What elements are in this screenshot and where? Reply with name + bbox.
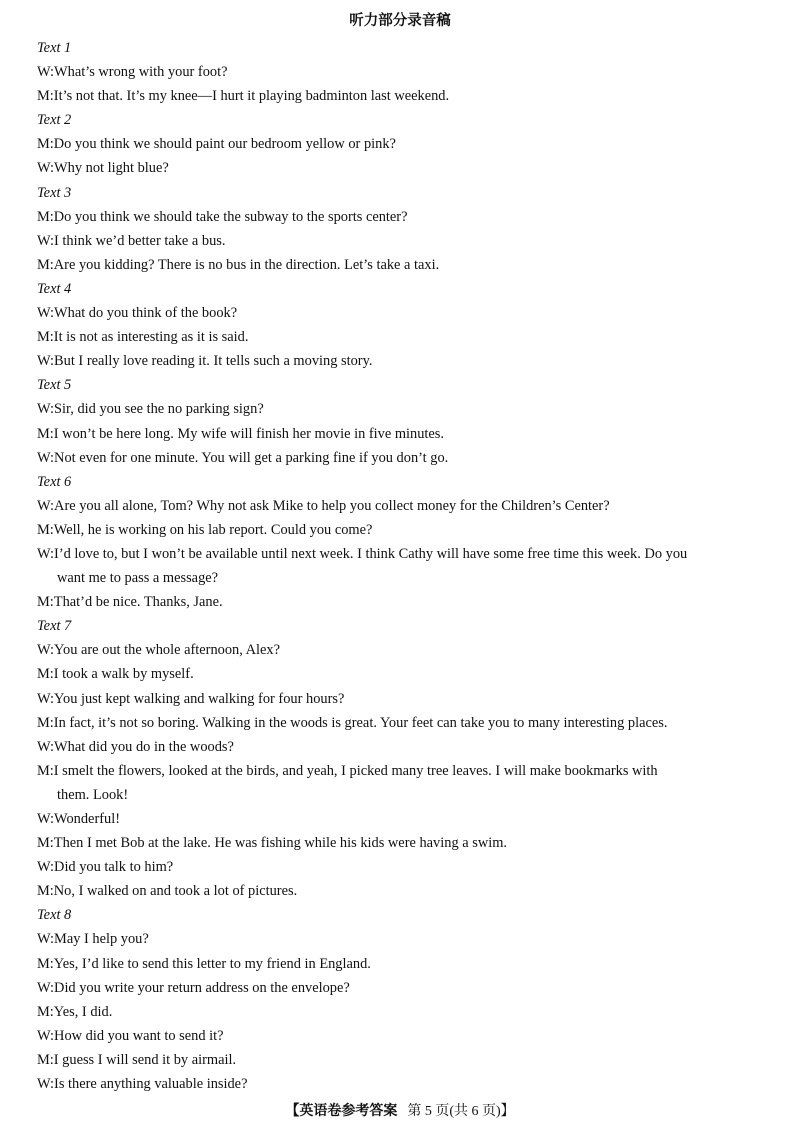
transcript-body	[37, 36, 772, 1096]
dialogue-line: M:It is not as interesting as it is said.	[37, 329, 249, 346]
dialogue-line: M:That’d be nice. Thanks, Jane.	[37, 594, 223, 611]
dialogue-line: M:I smelt the flowers, looked at the birds, and yeah, I picked many tree leaves. I will make bookmarks with	[37, 762, 658, 779]
dialogue-line: W:Sir, did you see the no parking sign?	[37, 401, 264, 418]
footer-label: 【英语卷参考答案	[285, 1103, 398, 1119]
dialogue-line: W:I’d love to, but I won’t be available until next week. I think Cathy will have some free time this week. Do you	[37, 545, 688, 562]
dialogue-line: W:You just kept walking and walking for four hours?	[37, 690, 345, 707]
dialogue-line: W:But I really love reading it. It tells such a moving story.	[37, 353, 373, 370]
dialogue-line: W:You are out the whole afternoon, Alex?	[37, 642, 280, 659]
dialogue-line: M:Well, he is working on his lab report. Could you come?	[37, 521, 373, 538]
dialogue-line: W:Is there anything valuable inside?	[37, 1076, 248, 1093]
section-heading: Text 2	[37, 112, 72, 129]
dialogue-line: W:What’s wrong with your foot?	[37, 64, 228, 81]
section-heading: Text 4	[37, 280, 72, 297]
dialogue-line: W:Are you all alone, Tom? Why not ask Mike to help you collect money for the Children’s Center?	[37, 497, 610, 514]
dialogue-line: W:I think we’d better take a bus.	[37, 232, 226, 249]
dialogue-line: W:Did you talk to him?	[37, 859, 174, 876]
dialogue-line: W:Wonderful!	[37, 811, 121, 827]
dialogue-line: M:It’s not that. It’s my knee—I hurt it playing badminton last weekend.	[37, 88, 450, 105]
dialogue-line: W:Why not light blue?	[37, 160, 169, 177]
dialogue-line: M:I won’t be here long. My wife will finish her movie in five minutes.	[37, 425, 444, 442]
dialogue-line: W:Did you write your return address on the envelope?	[37, 979, 350, 996]
dialogue-line: M:Do you think we should take the subway to the sports center?	[37, 208, 408, 225]
dialogue-line-continuation: them. Look!	[57, 786, 129, 803]
page-title: 听力部分录音稿	[349, 13, 451, 29]
footer-page-number: 第 5 页(共 6 页)】	[407, 1104, 515, 1119]
dialogue-line: W:What did you do in the woods?	[37, 738, 234, 755]
section-heading: Text 6	[37, 473, 72, 490]
dialogue-line: M:Yes, I did.	[37, 1003, 113, 1020]
dialogue-line: M:In fact, it’s not so boring. Walking in the woods is great. Your feet can take you to many interesting places.	[37, 714, 668, 731]
dialogue-line: W:Not even for one minute. You will get a parking fine if you don’t go.	[37, 449, 449, 466]
dialogue-line: M:Then I met Bob at the lake. He was fishing while his kids were having a swim.	[37, 835, 508, 852]
section-heading: Text 8	[37, 907, 72, 924]
dialogue-line: W:What do you think of the book?	[37, 305, 238, 322]
section-heading: Text 1	[37, 40, 72, 56]
dialogue-line: M:I took a walk by myself.	[37, 666, 194, 683]
dialogue-line: M:Do you think we should paint our bedroom yellow or pink?	[37, 136, 396, 153]
dialogue-line: M:No, I walked on and took a lot of pictures.	[37, 883, 298, 900]
section-heading: Text 3	[37, 184, 72, 201]
page-footer	[0, 1100, 800, 1120]
dialogue-line: M:I guess I will send it by airmail.	[37, 1051, 237, 1068]
dialogue-line-continuation: want me to pass a message?	[57, 570, 219, 587]
dialogue-line: W:How did you want to send it?	[37, 1027, 224, 1044]
section-heading: Text 5	[37, 377, 72, 394]
dialogue-line: W:May I help you?	[37, 931, 149, 948]
dialogue-line: M:Yes, I’d like to send this letter to my friend in England.	[37, 955, 371, 972]
section-heading: Text 7	[37, 618, 72, 635]
dialogue-line: M:Are you kidding? There is no bus in the direction. Let’s take a taxi.	[37, 256, 440, 273]
